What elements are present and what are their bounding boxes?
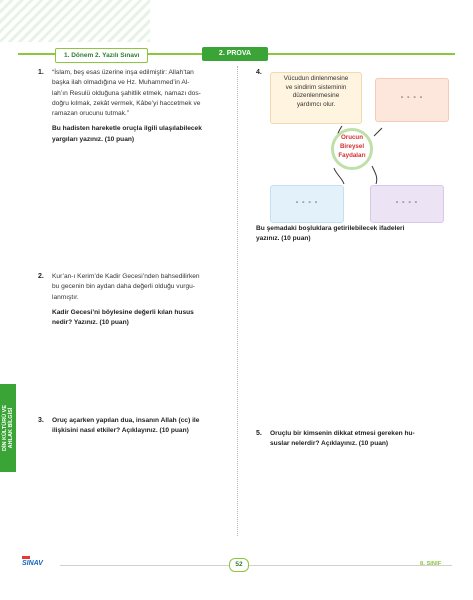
text-line: lah’ın Resulü olduğuna şahitlik etmek, namazı dos- (52, 89, 201, 97)
diagram-box-top-right (375, 78, 449, 122)
text-line: başka ilah olmadığına ve Hz. Muhammed’in Al- (52, 79, 190, 87)
prompt-line: yazınız. (10 puan) (256, 235, 311, 243)
box-line: yardımcı olur. (296, 100, 336, 108)
question-2-text (52, 272, 234, 328)
text-line: ramazan orucunu tutmak.” (52, 110, 129, 118)
publisher-logo: SINAV (22, 560, 43, 567)
question-3-prompt: Oruç açarken yapılan dua, insanın Allah (cc) ile (52, 417, 200, 424)
blank-placeholder: - - - - (395, 199, 419, 206)
prompt-line: Bu şemadaki boşluklara getirilebilecek ifadeleri (256, 225, 405, 232)
diagram-center-text (326, 133, 378, 160)
diagram-box-bottom-right (370, 185, 444, 223)
connector-bottom-right (372, 166, 377, 184)
question-4-number: 4. (256, 69, 262, 76)
blank-placeholder: - - - - (295, 199, 319, 206)
question-2-prompt: Kadir Gecesi’ni böylesine değerli kılan husus (52, 308, 194, 316)
text-line: Kur’an-ı Kerim’de Kadir Gecesi’nden bahsedilirken (52, 273, 200, 280)
text-line: “İslam, beş esas üzerine inşa edilmiştir: Allah’tan (52, 69, 194, 76)
question-2-number: 2. (38, 273, 44, 280)
side-tab-line: AHLAK BİLGİSİ (8, 407, 14, 449)
footer-rule (60, 565, 452, 566)
side-tab-line: DİN KÜLTÜRÜ VE (2, 404, 8, 452)
box-line: düzenlenmesine (292, 92, 340, 100)
diagram-box-bottom-left (270, 185, 344, 223)
blank-placeholder: - - - - (400, 94, 424, 101)
question-1-number: 1. (38, 69, 44, 76)
center-line: Orucun (340, 134, 363, 141)
question-1-text (52, 68, 234, 145)
text-line: bu gecenin bin aydan daha değerli olduğu vurgu- (52, 283, 195, 291)
box-line: Vücudun dinlenmesine (283, 75, 349, 82)
connector-bottom-left (334, 168, 344, 184)
grade-label: 8. SINIF (420, 561, 442, 567)
diagram-box-top-left (270, 72, 362, 124)
prova-label: 2. PROVA (202, 47, 268, 61)
center-line: Bireysel (339, 143, 365, 150)
question-4-prompt (256, 224, 452, 245)
question-5-prompt: Oruçlu bir kimsenin dikkat etmesi gereken hu- (270, 430, 415, 437)
exam-label: 1. Dönem 2. Yazılı Sınavı (55, 48, 148, 63)
question-3-text (52, 416, 234, 437)
question-5-text (270, 429, 452, 450)
logo-mark-icon (22, 556, 30, 559)
box-line: ve sindirim sisteminin (285, 83, 347, 91)
question-5-number: 5. (256, 430, 262, 437)
text-line: lanmıştır. (52, 293, 79, 301)
question-5-prompt: suslar nelerdir? Açıklayınız. (10 puan) (270, 440, 389, 448)
page-number: 52 (229, 558, 249, 572)
question-1-prompt: yargıları yazınız. (10 puan) (52, 135, 135, 143)
decorative-pattern (0, 0, 150, 42)
column-divider (237, 66, 238, 536)
text-line: doğru kılmak, zekât vermek, Kâbe’yi haccetmek ve (52, 99, 201, 107)
question-3-prompt: ilişkisini nasıl etkiler? Açıklayınız. (10 puan) (52, 427, 189, 435)
subject-side-tab-label (2, 383, 14, 473)
question-3-number: 3. (38, 417, 44, 424)
center-line: Faydaları (338, 152, 366, 159)
question-1-prompt: Bu hadisten hareketle oruçla ilgili ulaşılabilecek (52, 125, 202, 133)
question-2-prompt: nedir? Yazınız. (10 puan) (52, 319, 129, 327)
